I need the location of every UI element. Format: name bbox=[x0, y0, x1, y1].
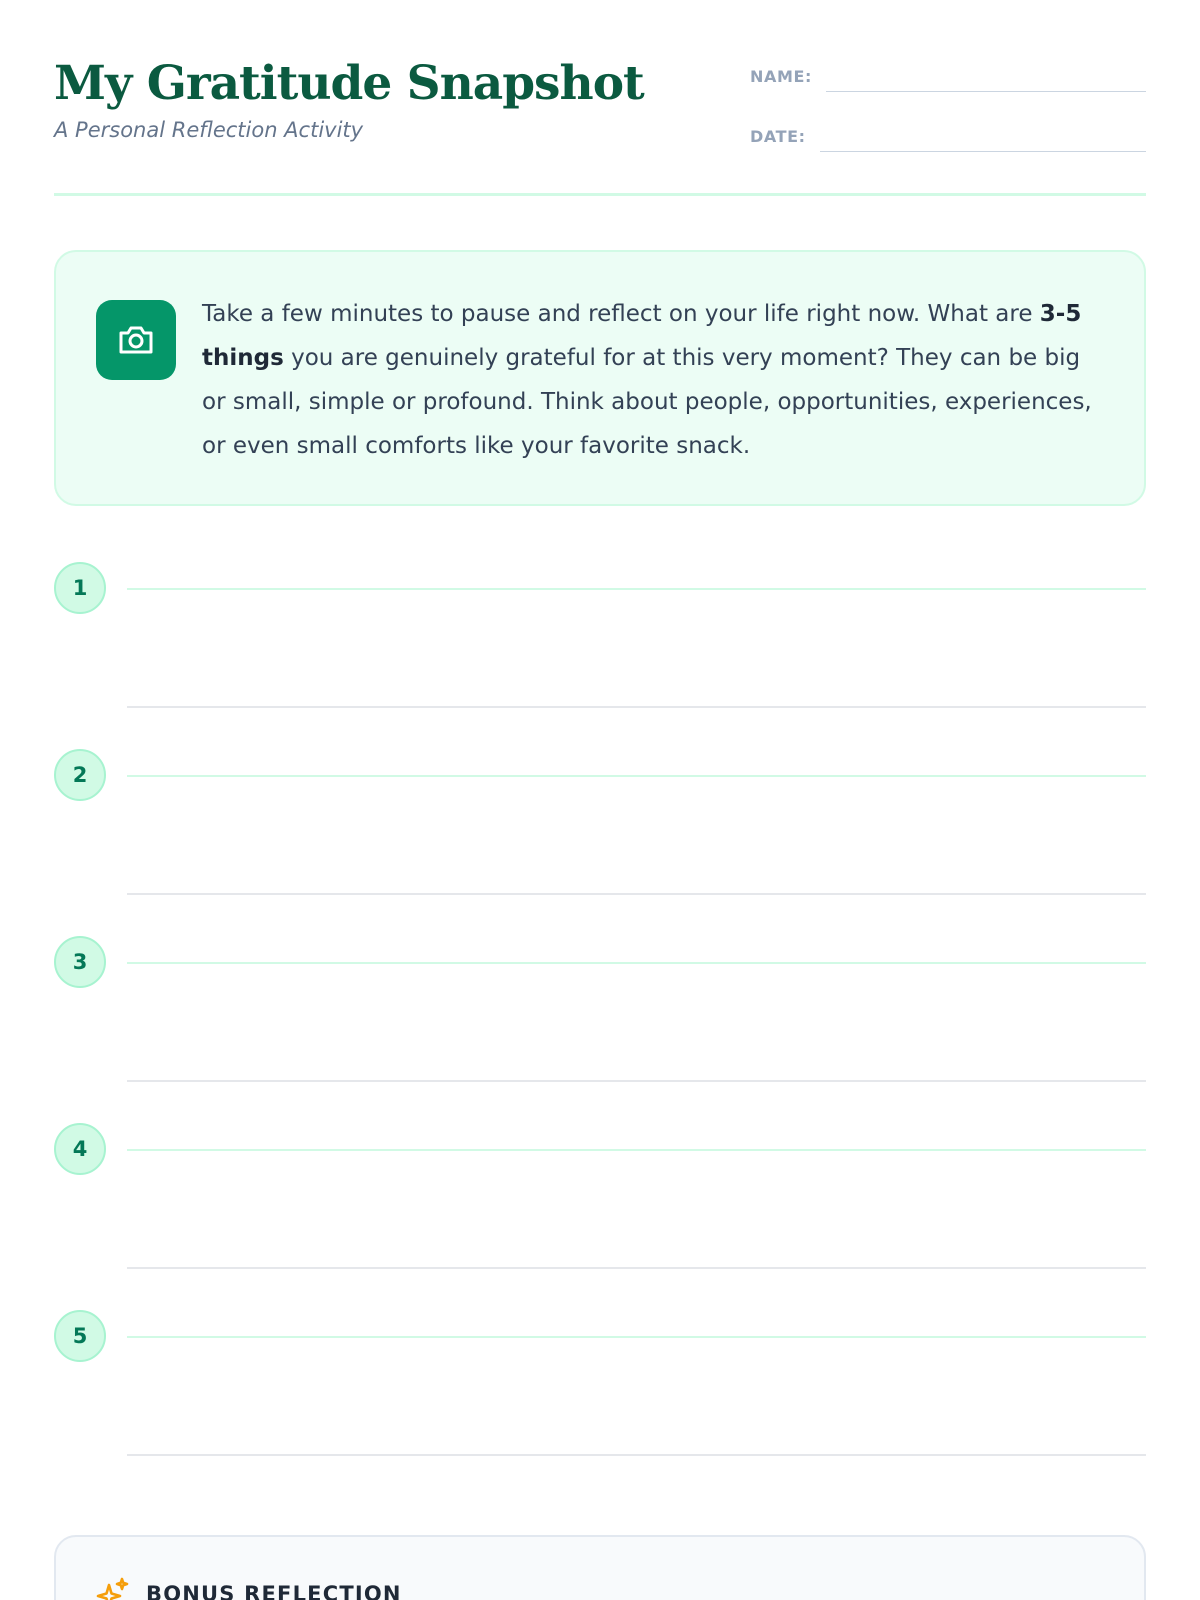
writing-line[interactable] bbox=[127, 962, 1146, 964]
camera-icon bbox=[96, 300, 176, 380]
name-field[interactable] bbox=[750, 60, 1146, 92]
item-number-badge: 3 bbox=[54, 936, 106, 988]
bonus-header bbox=[96, 1577, 402, 1600]
name-input-line[interactable] bbox=[826, 68, 1146, 92]
gratitude-item[interactable] bbox=[54, 1308, 1146, 1495]
item-number-badge: 5 bbox=[54, 1310, 106, 1362]
date-input-line[interactable] bbox=[820, 128, 1146, 152]
header-divider bbox=[54, 193, 1146, 196]
date-label: DATE: bbox=[750, 127, 806, 146]
worksheet-header bbox=[54, 52, 1146, 192]
sparkle-icon bbox=[96, 1577, 130, 1600]
bonus-reflection-box bbox=[54, 1535, 1146, 1600]
writing-line[interactable] bbox=[127, 1267, 1146, 1269]
writing-line[interactable] bbox=[127, 1454, 1146, 1456]
bonus-title: BONUS REFLECTION bbox=[146, 1582, 402, 1600]
name-label: NAME: bbox=[750, 67, 813, 86]
writing-line[interactable] bbox=[127, 893, 1146, 895]
item-number-badge: 2 bbox=[54, 749, 106, 801]
writing-line[interactable] bbox=[127, 775, 1146, 777]
gratitude-item[interactable] bbox=[54, 934, 1146, 1121]
item-number-badge: 1 bbox=[54, 562, 106, 614]
writing-line[interactable] bbox=[127, 1149, 1146, 1151]
writing-line[interactable] bbox=[127, 588, 1146, 590]
date-field[interactable] bbox=[750, 120, 1146, 152]
gratitude-item[interactable] bbox=[54, 1121, 1146, 1308]
page-subtitle: A Personal Reflection Activity bbox=[54, 118, 364, 142]
instructions-emphasis: 3-5 things bbox=[202, 301, 1082, 371]
instructions-box bbox=[54, 250, 1146, 506]
writing-line[interactable] bbox=[127, 1336, 1146, 1338]
writing-line[interactable] bbox=[127, 706, 1146, 708]
page-title: My Gratitude Snapshot bbox=[54, 56, 644, 111]
instructions-text: Take a few minutes to pause and reflect on your life right now. What are 3-5 things you are genuinely grateful for at this very moment? They can be big or small, simple or profound. Think about people, opportunities, experiences, or even small comforts like your favorite snack. bbox=[202, 301, 1092, 459]
gratitude-list bbox=[54, 560, 1146, 1495]
writing-line[interactable] bbox=[127, 1080, 1146, 1082]
gratitude-item[interactable] bbox=[54, 560, 1146, 747]
gratitude-item[interactable] bbox=[54, 747, 1146, 934]
info-fields bbox=[750, 60, 1146, 180]
item-number-badge: 4 bbox=[54, 1123, 106, 1175]
